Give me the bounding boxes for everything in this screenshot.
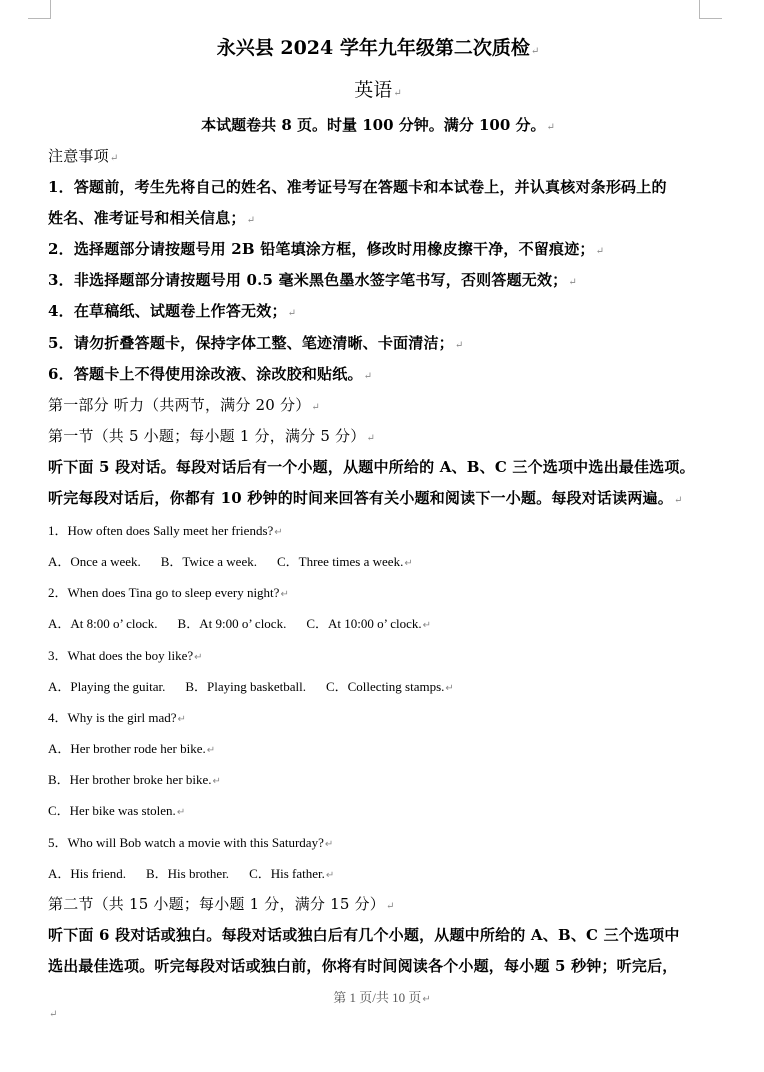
question-4-option-c: C．Her bike was stolen.↵: [48, 803, 186, 818]
exam-title: 永兴县 2024 学年九年级第二次质检↵: [216, 37, 540, 59]
notice-item: 2．选择题部分请按题号用 2B 铅笔填涂方框，修改时用橡皮擦干净，不留痕迹；↵: [48, 240, 605, 258]
exam-subject: 英语↵: [354, 79, 402, 101]
notice-item: 4．在草稿纸、试题卷上作答无效；↵: [48, 302, 297, 320]
question-3-options: A．Playing the guitar. B．Playing basketball. C．Collecting stamps.↵: [48, 679, 454, 694]
question-1-options: A．Once a week. B．Twice a week. C．Three times a week.↵: [48, 554, 413, 569]
notice-item: 姓名、准考证号和相关信息；↵: [48, 209, 256, 227]
question-1: 1．How often does Sally meet her friends?↵: [48, 523, 283, 538]
notice-item: 6．答题卡上不得使用涂改液、涂改胶和贴纸。↵: [48, 365, 373, 383]
paragraph-mark: ↵: [49, 1009, 58, 1020]
part1-heading: 第一部分 听力（共两节，满分 20 分）↵: [48, 396, 320, 414]
section1-heading: 第一节（共 5 小题；每小题 1 分，满分 5 分）↵: [48, 427, 376, 445]
crop-mark-top-left: [28, 0, 51, 19]
question-3: 3．What does the boy like?↵: [48, 648, 203, 663]
notice-heading: 注意事项↵: [48, 147, 119, 165]
section2-instruction: 听下面 6 段对话或独白。每段对话或独白后有几个小题，从题中所给的 A、B、C 三个选项中: [48, 926, 680, 944]
notice-item: 1．答题前，考生先将自己的姓名、准考证号写在答题卡和本试卷上，并认真核对条形码上的: [48, 178, 667, 196]
question-5: 5．Who will Bob watch a movie with this Saturday?↵: [48, 835, 334, 850]
section2-heading: 第二节（共 15 小题；每小题 1 分，满分 15 分）↵: [48, 895, 395, 913]
notice-item: 5．请勿折叠答题卡，保持字体工整、笔迹清晰、卡面清洁；↵: [48, 334, 464, 352]
page-footer: 第 1 页/共 10 页↵: [333, 990, 431, 1005]
question-2: 2．When does Tina go to sleep every night?↵: [48, 585, 289, 600]
exam-info: 本试题卷共 8 页。时量 100 分钟。满分 100 分。↵: [201, 116, 555, 134]
notice-item: 3．非选择题部分请按题号用 0.5 毫米黑色墨水签字笔书写，否则答题无效；↵: [48, 271, 577, 289]
question-4-option-b: B．Her brother broke her bike.↵: [48, 772, 221, 787]
section2-instruction: 选出最佳选项。听完每段对话或独白前，你将有时间阅读各个小题，每小题 5 秒钟；听完后，: [48, 957, 678, 975]
section1-instruction: 听下面 5 段对话。每段对话后有一个小题，从题中所给的 A、B、C 三个选项中选出最佳选项。: [48, 458, 695, 476]
crop-mark-top-right: [699, 0, 722, 19]
question-2-options: A．At 8:00 o’ clock. B．At 9:00 o’ clock. C．At 10:00 o’ clock.↵: [48, 616, 432, 631]
section1-instruction: 听完每段对话后，你都有 10 秒钟的时间来回答有关小题和阅读下一小题。每段对话读两遍。↵: [48, 489, 683, 507]
question-4-option-a: A．Her brother rode her bike.↵: [48, 741, 216, 756]
question-4: 4．Why is the girl mad?↵: [48, 710, 186, 725]
question-5-options: A．His friend. B．His brother. C．His father.↵: [48, 866, 335, 881]
